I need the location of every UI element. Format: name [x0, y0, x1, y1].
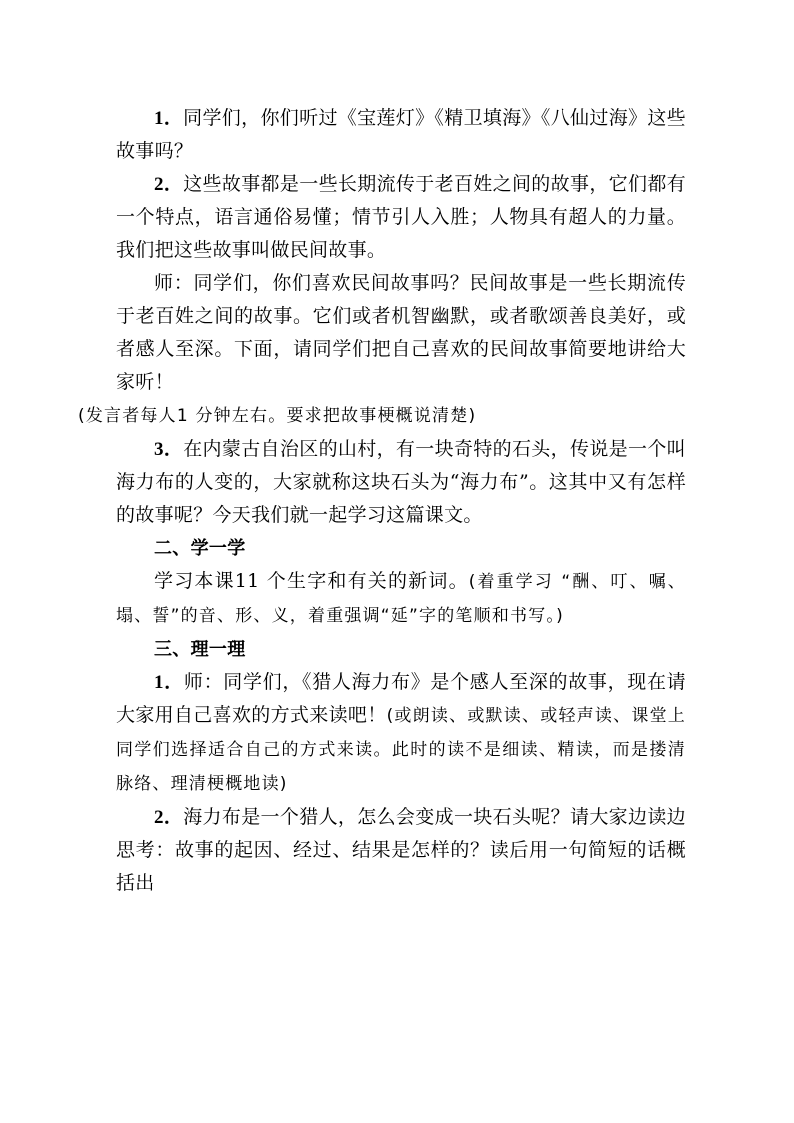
section-heading-2 [116, 532, 686, 565]
paragraph-text: 师：同学们，你们喜欢民间故事吗？民间故事是一些长期流传于老百姓之间的故事。它们或者机智幽默，或者歌颂善良美好，或者感人至深。下面，请同学们把自己喜欢的民间故事简要地讲给大家听！ [116, 272, 686, 393]
paragraph-text: 师：同学们，《猎人海力布》是个感人至深的故事，现在请大家用自己喜欢的方式来读吧！ [116, 671, 686, 726]
paragraph-number: 2． [154, 807, 184, 828]
paragraph-3 [116, 433, 686, 532]
paragraph-think [116, 801, 686, 900]
section-title: 二、学一学 [154, 538, 246, 559]
paragraph-study [116, 565, 686, 633]
paragraph-text: 同学们，你们听过《宝莲灯》《精卫填海》《八仙过海》这些故事吗？ [116, 107, 686, 162]
paragraph-text: 在内蒙古自治区的山村，有一块奇特的石头，传说是一个叫海力布的人变的，大家就称这块石头为“海力布”。这其中又有怎样的故事呢？今天我们就一起学习这篇课文。 [116, 438, 686, 526]
paragraph-1 [116, 102, 686, 168]
paragraph-number: 3． [154, 439, 184, 460]
section-title: 三、理一理 [154, 639, 246, 660]
paragraph-text: 学习本课11 个生字和有关的新词。 [154, 570, 469, 592]
teaching-note: (或朗读、或默读、或轻声读、课堂上同学们选择适合自己的方式来读。此时的读不是细读、精读，而是搂清脉络、理清梗概地读) [116, 706, 686, 794]
paragraph-text: 海力布是一个猎人，怎么会变成一块石头呢？请大家边读边思考：故事的起因、经过、结果是怎样的？读后用一句简短的话概括出 [116, 806, 686, 894]
section-heading-3 [116, 633, 686, 666]
teaching-note: (着重学习 “酬、叮、嘱、塌、誓”的音、形、义，着重强调“延”字的笔顺和书写。) [116, 572, 686, 626]
paragraph-2 [116, 168, 686, 267]
paragraph-number: 1． [154, 672, 184, 693]
page-content [78, 102, 686, 900]
teaching-note: (发言者每人1 分钟左右。要求把故事梗概说清楚) [78, 406, 477, 426]
paragraph-teacher [78, 267, 686, 433]
paragraph-text: 这些故事都是一些长期流传于老百姓之间的故事，它们都有一个特点，语言通俗易懂；情节引人入胜；人物具有超人的力量。我们把这些故事叫做民间故事。 [116, 173, 686, 261]
paragraph-read [116, 666, 686, 801]
paragraph-number: 2． [154, 174, 184, 195]
paragraph-number: 1． [154, 108, 184, 129]
